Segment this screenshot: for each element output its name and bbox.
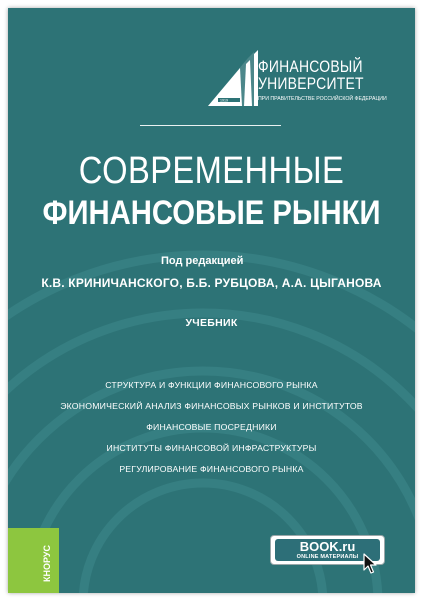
topic-item: ИНСТИТУТЫ ФИНАНСОВОЙ ИНФРАСТРУКТУРЫ (106, 443, 317, 453)
university-logo-icon (208, 50, 262, 106)
book-title-line1: СОВРЕМЕННЫЕ (78, 150, 345, 192)
cursor-pointer-icon (363, 553, 377, 575)
document-type: УЧЕБНИК (185, 317, 238, 329)
bookru-title: BOOK.ru (299, 539, 356, 554)
authors: К.В. КРИНИЧАНСКОГО, Б.Б. РУБЦОВА, А.А. ЦЫГАНОВА (41, 276, 382, 290)
topic-item: СТРУКТУРА И ФУНКЦИИ ФИНАНСОВОГО РЫНКА (105, 380, 318, 390)
logo-subtitle: ПРИ ПРАВИТЕЛЬСТВЕ РОССИЙСКОЙ ФЕДЕРАЦИИ (258, 96, 387, 102)
topic-item: ФИНАНСОВЫЕ ПОСРЕДНИКИ (146, 422, 277, 432)
university-name (258, 58, 387, 103)
logo-year: 1919 (220, 98, 228, 103)
publisher-name: КНОРУС (42, 545, 52, 582)
topic-item: РЕГУЛИРОВАНИЕ ФИНАНСОВОГО РЫНКА (119, 464, 304, 474)
logo-line1: ФИНАНСОВЫЙ (258, 57, 363, 76)
edited-by-label: Под редакцией (161, 255, 244, 267)
book-cover (8, 8, 415, 593)
divider (140, 125, 281, 126)
topic-item: ЭКОНОМИЧЕСКИЙ АНАЛИЗ ФИНАНСОВЫХ РЫНКОВ И ИНСТИТУТОВ (60, 401, 363, 411)
logo-line2: УНИВЕРСИТЕТ (258, 74, 364, 93)
topics-list (8, 380, 415, 485)
book-title-line2: ФИНАНСОВЫЕ РЫНКИ (42, 194, 381, 232)
bookru-subtitle: ONLINE МАТЕРИАЛЫ (296, 554, 359, 560)
